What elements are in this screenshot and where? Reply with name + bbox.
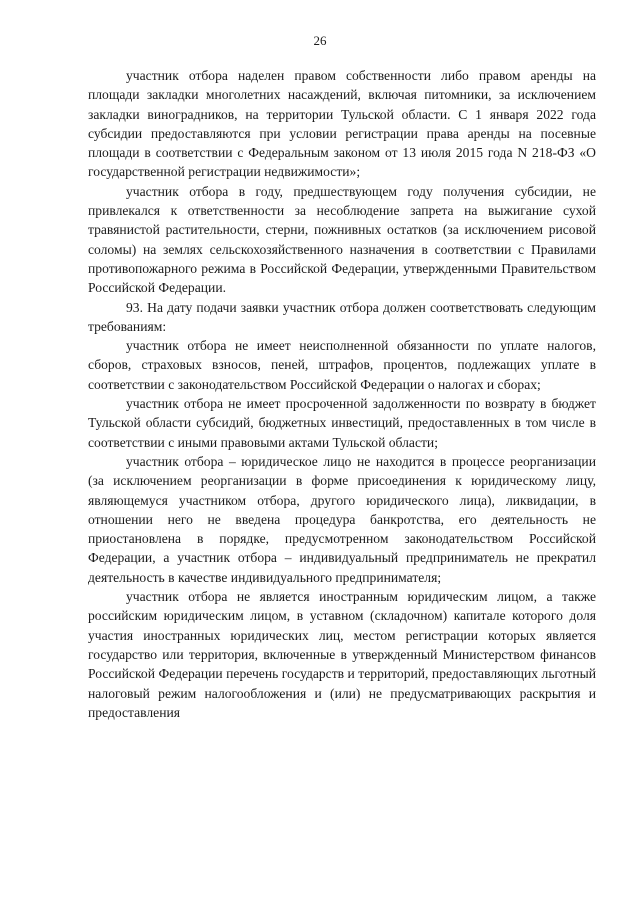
paragraph-no-overdue-debt: участник отбора не имеет просроченной задолженности по возврату в бюджет Тульской области субсидий, бюджетных инвестиций, предоставленных в том числе в соответствии с иными правовыми актами Тульской области; (88, 396, 596, 450)
paragraph-plot-lease-requirement: участник отбора наделен правом собственности либо правом аренды на площади закладки многолетних насаждений, включая питомники, за исключением закладки виноградников, на территории Тульской области. С 1 января 2022 года субсидии предоставляются при условии регистрации права аренды на посевные площади в соответствии с Федеральным законом от 13 июля 2015 года N 218-ФЗ «О государственной регистрации недвижимости»; (88, 68, 596, 180)
paragraph-not-foreign-entity: участник отбора не является иностранным юридическим лицом, а также российским юридическим лицом, в уставном (складочном) капитале которого доля участия иностранных юридических лиц, местом регистрации которых является государство или территория, включенные в утвержденный Министерством финансов Российской Федерации перечень государств и территорий, предоставляющих льготный налоговый режим налогообложения и (или) не предусматривающих раскрытия и предоставления (88, 589, 596, 720)
paragraph-not-in-reorganization: участник отбора – юридическое лицо не находится в процессе реорганизации (за исключением реорганизации в форме присоединения к юридическому лицу, являющемуся участником отбора, другого юридического лица), ликвидации, в отношении него не введена процедура банкротства, его деятельность не приостановлена в порядке, предусмотренном законодательством Российской Федерации, а участник отбора – индивидуальный предприниматель не прекратил деятельность в качестве индивидуального предпринимателя; (88, 453, 596, 585)
body-text (88, 66, 596, 722)
paragraph-clause-93-intro: 93. На дату подачи заявки участник отбора должен соответствовать следующим требованиям: (88, 299, 596, 334)
page-number: 26 (313, 33, 327, 48)
paragraph-no-tax-debt: участник отбора не имеет неисполненной обязанности по уплате налогов, сборов, страховых взносов, пеней, штрафов, процентов, подлежащих уплате в соответствии с законодательством Российской Федерации о налогах и сборах; (88, 338, 596, 392)
paragraph-burning-ban-compliance: участник отбора в году, предшествующем году получения субсидии, не привлекался к ответственности за несоблюдение запрета на выжигание сухой травянистой растительности, стерни, пожнивных остатков (за исключением рисовой соломы) на землях сельскохозяйственного назначения в соответствии с Правилами противопожарного режима в Российской Федерации, утвержденными Правительством Российской Федерации. (88, 183, 596, 296)
